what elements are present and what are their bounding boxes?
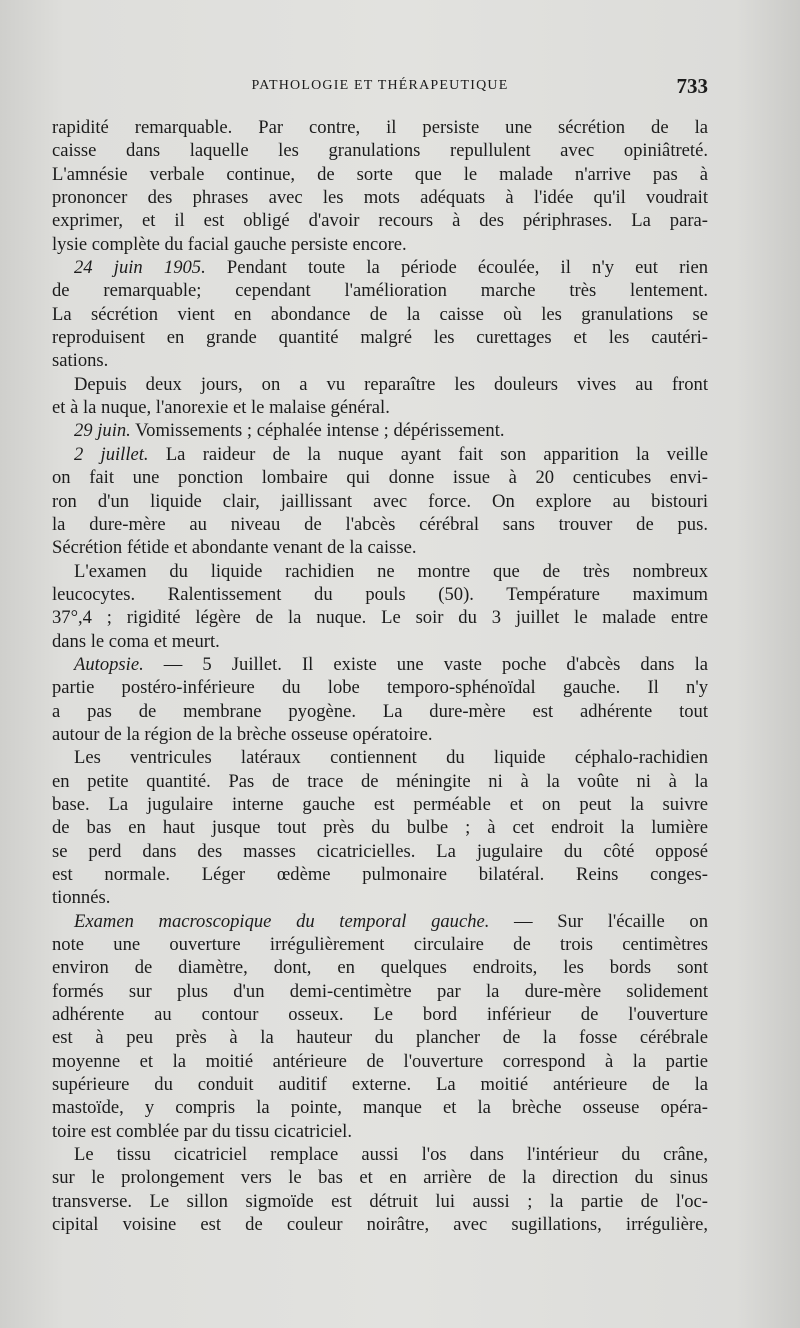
line-text: rapidité remarquable. Par contre, il persiste une sécrétion de la bbox=[52, 117, 708, 138]
text-line bbox=[52, 770, 708, 793]
page-number: 733 bbox=[676, 74, 708, 98]
line-text: caisse dans laquelle les granulations repullulent avec opiniâtreté. bbox=[52, 140, 708, 162]
line-text: lysie complète du facial gauche persiste encore. bbox=[52, 233, 407, 255]
line-text: on fait une ponction lombaire qui donne issue à 20 centicubes envi- bbox=[52, 467, 708, 489]
line-text: environ de diamètre, dont, en quelques endroits, les bords sont bbox=[52, 957, 708, 979]
text-line bbox=[52, 956, 708, 979]
line-text: Les ventricules latéraux contiennent du liquide céphalo-rachidien bbox=[74, 747, 708, 769]
text-line bbox=[52, 863, 708, 886]
line-text: moyenne et la moitié antérieure de l'ouverture correspond à la partie bbox=[52, 1050, 708, 1072]
text-line bbox=[52, 396, 708, 419]
text-line bbox=[52, 980, 708, 1003]
text-line bbox=[52, 326, 708, 349]
text-line bbox=[52, 536, 708, 559]
line-text: transverse. Le sillon sigmoïde est détruit lui aussi ; la partie de l'oc- bbox=[52, 1190, 708, 1212]
text-line bbox=[52, 1120, 708, 1143]
line-text: en petite quantité. Pas de trace de méningite ni à la voûte ni à la bbox=[52, 770, 708, 792]
line-text: leucocytes. Ralentissement du pouls (50). Température maximum bbox=[52, 583, 708, 605]
line-text: autour de la région de la brèche osseuse opératoire. bbox=[52, 723, 433, 745]
text-line bbox=[52, 1003, 708, 1026]
text-line bbox=[52, 209, 708, 232]
line-text: Le tissu cicatriciel remplace aussi l'os dans l'intérieur du crâne, bbox=[74, 1144, 708, 1166]
text-line bbox=[52, 840, 708, 863]
text-line bbox=[52, 700, 708, 723]
line-text: se perd dans des masses cicatricielles. La jugulaire du côté opposé bbox=[52, 840, 708, 862]
running-title: PATHOLOGIE ET THÉRAPEUTIQUE bbox=[251, 78, 509, 93]
line-text: reproduisent en grande quantité malgré les curettages et les cautéri- bbox=[52, 327, 708, 349]
text-line bbox=[52, 723, 708, 746]
line-text: L'amnésie verbale continue, de sorte que le malade n'arrive pas à bbox=[52, 163, 708, 185]
text-line bbox=[52, 279, 708, 302]
line-text: L'examen du liquide rachidien ne montre que de très nombreux bbox=[74, 560, 708, 582]
text-line bbox=[52, 583, 708, 606]
line-text: La sécrétion vient en abondance de la caisse où les granulations se bbox=[52, 303, 708, 325]
line-text: toire est comblée par du tissu cicatriciel. bbox=[52, 1120, 352, 1142]
line-text: est à peu près à la hauteur du plancher de la fosse cérébrale bbox=[52, 1027, 708, 1049]
line-text: cipital voisine est de couleur noirâtre, avec sugillations, irrégulière, bbox=[52, 1214, 708, 1236]
line-text: 37°,4 ; rigidité légère de la nuque. Le soir du 3 juillet le malade entre bbox=[52, 607, 708, 629]
text-line bbox=[52, 116, 708, 139]
text-line bbox=[52, 139, 708, 162]
italic-lead: 24 juin 1905. bbox=[74, 257, 206, 279]
text-line bbox=[52, 186, 708, 209]
line-text: a pas de membrane pyogène. La dure-mère est adhérente tout bbox=[52, 700, 708, 722]
line-text: supérieure du conduit auditif externe. La moitié antérieure de la bbox=[52, 1074, 708, 1096]
text-line bbox=[52, 1143, 708, 1166]
line-text: sations. bbox=[52, 350, 109, 372]
line-text: Sécrétion fétide et abondante venant de la caisse. bbox=[52, 537, 417, 559]
text-line bbox=[52, 1096, 708, 1119]
line-text: adhérente au contour osseux. Le bord inférieur de l'ouverture bbox=[52, 1004, 708, 1026]
text-line bbox=[52, 443, 708, 466]
line-text: La raideur de la nuque ayant fait son apparition la veille bbox=[148, 443, 708, 465]
italic-lead: 29 juin. bbox=[74, 420, 131, 442]
text-line bbox=[52, 1073, 708, 1096]
text-line bbox=[52, 419, 708, 442]
text-line bbox=[52, 910, 708, 933]
text-line bbox=[52, 373, 708, 396]
italic-lead: Examen macroscopique du temporal gauche. bbox=[74, 910, 490, 932]
line-text: dans le coma et meurt. bbox=[52, 630, 220, 652]
line-text: — Sur l'écaille on bbox=[489, 910, 708, 932]
line-text: Pendant toute la période écoulée, il n'y eut rien bbox=[205, 257, 708, 279]
text-line bbox=[52, 1026, 708, 1049]
text-line bbox=[52, 1190, 708, 1213]
text-line bbox=[52, 560, 708, 583]
text-line bbox=[52, 1050, 708, 1073]
line-text: formés sur plus d'un demi-centimètre par la dure-mère solidement bbox=[52, 980, 708, 1002]
text-line bbox=[52, 349, 708, 372]
line-text: tionnés. bbox=[52, 887, 111, 909]
line-text: — 5 Juillet. Il existe une vaste poche d'abcès dans la bbox=[143, 653, 708, 675]
line-text: de remarquable; cependant l'amélioration marche très lentement. bbox=[52, 280, 708, 302]
body-text bbox=[52, 116, 708, 1237]
line-text: ron d'un liquide clair, jaillissant avec force. On explore au bistouri bbox=[52, 490, 708, 512]
text-line bbox=[52, 466, 708, 489]
text-line bbox=[52, 886, 708, 909]
line-text: de bas en haut jusque tout près du bulbe ; à cet endroit la lumière bbox=[52, 817, 708, 839]
text-line bbox=[52, 513, 708, 536]
page-header bbox=[52, 76, 708, 102]
text-line bbox=[52, 653, 708, 676]
line-text: exprimer, et il est obligé d'avoir recours à des périphrases. La para- bbox=[52, 210, 708, 232]
italic-lead: Autopsie. bbox=[74, 653, 144, 675]
text-line bbox=[52, 676, 708, 699]
text-line bbox=[52, 163, 708, 186]
text-line bbox=[52, 1213, 708, 1236]
line-text: note une ouverture irrégulièrement circulaire de trois centimètres bbox=[52, 934, 708, 956]
text-line bbox=[52, 1166, 708, 1189]
text-line bbox=[52, 816, 708, 839]
text-line bbox=[52, 606, 708, 629]
text-line bbox=[52, 933, 708, 956]
line-text: Depuis deux jours, on a vu reparaître les douleurs vives au front bbox=[74, 373, 708, 395]
line-text: est normale. Léger œdème pulmonaire bilatéral. Reins conges- bbox=[52, 864, 708, 885]
text-line bbox=[52, 233, 708, 256]
italic-lead: 2 juillet. bbox=[74, 443, 149, 465]
line-text: Vomissements ; céphalée intense ; dépérissement. bbox=[130, 420, 505, 442]
line-text: prononcer des phrases avec les mots adéquats à l'idée qu'il voudrait bbox=[52, 187, 708, 209]
text-line bbox=[52, 630, 708, 653]
text-line bbox=[52, 793, 708, 816]
text-line bbox=[52, 256, 708, 279]
line-text: la dure-mère au niveau de l'abcès cérébral sans trouver de pus. bbox=[52, 513, 708, 535]
line-text: mastoïde, y compris la pointe, manque et la brèche osseuse opéra- bbox=[52, 1097, 708, 1119]
line-text: et à la nuque, l'anorexie et le malaise général. bbox=[52, 397, 390, 419]
line-text: base. La jugulaire interne gauche est perméable et on peut la suivre bbox=[52, 793, 708, 815]
line-text: sur le prolongement vers le bas et en arrière de la direction du sinus bbox=[52, 1167, 708, 1189]
line-text: partie postéro-inférieure du lobe temporo-sphénoïdal gauche. Il n'y bbox=[52, 677, 708, 699]
text-line bbox=[52, 746, 708, 769]
text-line bbox=[52, 303, 708, 326]
text-line bbox=[52, 490, 708, 513]
